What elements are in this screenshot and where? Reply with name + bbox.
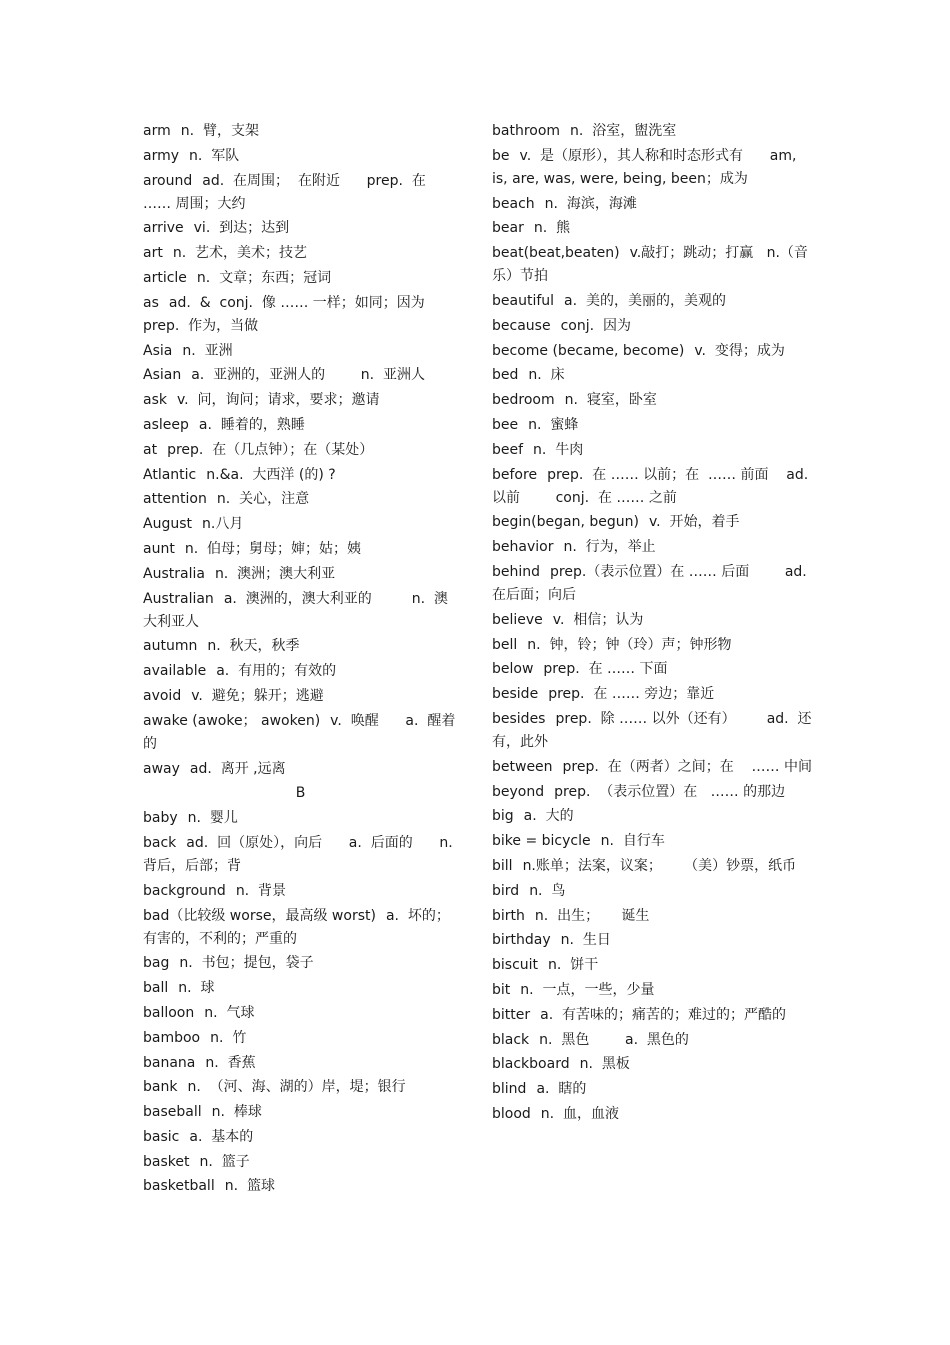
definition: a. 坏的；有害的，不利的；严重的 [143, 907, 450, 947]
word-entry [492, 830, 812, 853]
headword: background [143, 882, 226, 899]
headword: avoid [143, 687, 182, 704]
section-heading: B [295, 785, 306, 802]
headword: because [492, 317, 551, 334]
definition: n. 出生； 诞生 [534, 907, 650, 924]
headword: bird [492, 882, 520, 899]
definition: n. 浴室，盥洗室 [570, 123, 677, 139]
word-entry [143, 1151, 458, 1174]
headword: aunt [143, 540, 175, 557]
headword: bee [492, 416, 519, 433]
definition: n. 军队 [189, 147, 240, 164]
headword: behind [492, 563, 541, 580]
word-entry [143, 513, 458, 536]
word-entry [492, 954, 812, 977]
headword: blackboard [492, 1056, 570, 1073]
word-entry [492, 217, 812, 240]
headword: army [143, 147, 180, 164]
word-entry [143, 563, 458, 586]
headword: beautiful [492, 292, 555, 309]
headword: blood [492, 1105, 531, 1122]
definition: n.账单；法案，议案； （美）钞票，纸币 [522, 857, 797, 874]
definition: n. 文章；东西；冠词 [196, 269, 332, 286]
definition: n. 牛肉 [533, 441, 584, 458]
word-entry [492, 756, 812, 779]
definition: prep. 在（两者）之间；在 …… 中间 [562, 758, 812, 775]
headword: bit [492, 981, 511, 998]
headword: begin(began, begun) [492, 514, 639, 531]
definition: n. 钟，铃；钟（玲）声；钟形物 [527, 636, 732, 653]
headword: black [492, 1031, 530, 1048]
definition: n. 寝室，卧室 [564, 392, 657, 409]
definition: ad. 在周围； 在附近 prep. 在 …… 周围；大约 [143, 172, 431, 212]
word-entry [143, 635, 458, 658]
definition: prep. 在 …… 下面 [543, 661, 668, 678]
headword: bill [492, 857, 513, 874]
headword: bear [492, 220, 524, 237]
definition: n. 血，血液 [540, 1105, 620, 1122]
headword: Australia [143, 565, 205, 582]
definition: vi. 到达；达到 [193, 220, 290, 237]
word-entry [492, 511, 812, 534]
headword: away [143, 760, 180, 777]
definition: n. 一点，一些，少量 [520, 981, 655, 998]
word-entry [143, 905, 458, 951]
headword: ask [143, 392, 167, 409]
headword: beef [492, 441, 524, 458]
headword: besides [492, 710, 546, 727]
word-entry [143, 1101, 458, 1124]
word-entry [143, 952, 458, 975]
definition: n.&a. 大西洋 (的) ? [206, 466, 336, 483]
word-entry [143, 588, 458, 634]
word-entry [492, 120, 812, 143]
definition: v. 是（原形），其人称和时态形式有 am, is, are, was, were, being, been；成为 [492, 147, 801, 187]
headword: baby [143, 810, 178, 827]
definition: n. 行为，举止 [563, 539, 656, 556]
word-entry [492, 439, 812, 462]
headword: bedroom [492, 392, 555, 409]
headword: before [492, 466, 538, 483]
definition: n. 婴儿 [187, 810, 238, 827]
word-entry [492, 634, 812, 657]
headword: basic [143, 1128, 180, 1145]
word-entry [492, 364, 812, 387]
word-entry [143, 1027, 458, 1050]
headword: behavior [492, 539, 554, 556]
definition: n.八月 [202, 516, 244, 533]
word-entry [143, 414, 458, 437]
word-entry [143, 685, 458, 708]
word-entry [143, 340, 458, 363]
headword: believe [492, 611, 543, 628]
headword: article [143, 269, 187, 286]
word-entry [143, 880, 458, 903]
word-entry [492, 340, 812, 363]
definition: n. 熊 [533, 220, 571, 237]
word-entry [143, 1076, 458, 1099]
headword: autumn [143, 638, 198, 655]
headword: asleep [143, 416, 189, 433]
headword: August [143, 516, 192, 533]
headword: Australian [143, 590, 214, 607]
definition: ad. 回（原处），向后 a. 后面的 n. 背后，后部；背 [143, 834, 462, 874]
word-entry [492, 389, 812, 412]
word-entry [143, 145, 458, 168]
right-column [492, 120, 818, 1128]
definition: n. 亚洲 [182, 342, 233, 359]
word-entry [143, 807, 458, 830]
headword: beside [492, 686, 539, 703]
definition: n. 竹 [210, 1029, 247, 1046]
definition: n. 篮子 [199, 1153, 250, 1170]
definition: a. 有用的；有效的 [216, 663, 337, 680]
word-entry [492, 683, 812, 706]
definition: n. 关心，注意 [216, 491, 310, 508]
definition: n. 黑板 [579, 1056, 630, 1073]
headword: at [143, 441, 158, 458]
definition: n. 饼干 [548, 957, 599, 974]
word-entry [143, 488, 458, 511]
definition: prep.（表示位置）在 …… 后面 ad. 在后面；向后 [492, 563, 816, 603]
word-entry [492, 1078, 812, 1101]
word-entry [492, 1004, 812, 1027]
definition: n. 棒球 [211, 1104, 262, 1121]
definition: n. 篮球 [224, 1178, 275, 1195]
headword: baseball [143, 1104, 202, 1121]
definition: n. 床 [528, 367, 565, 384]
word-entry [143, 267, 458, 290]
word-entry [492, 464, 818, 510]
headword: beat(beat,beaten) [492, 245, 620, 262]
definition: v.敲打；跳动；打赢 n.（音乐）节拍 [492, 245, 808, 285]
headword: bathroom [492, 123, 561, 139]
headword: bed [492, 367, 519, 384]
word-entry [143, 1002, 458, 1025]
definition: n. 蜜蜂 [528, 416, 579, 433]
word-entry [492, 315, 812, 338]
definition: prep. 除 …… 以外（还有） ad. 还有，此外 [492, 710, 812, 750]
headword: awake (awoke； awoken) [143, 712, 321, 729]
word-entry [492, 242, 812, 288]
word-entry [143, 1052, 458, 1075]
definition: n. 书包；提包，袋子 [179, 955, 314, 972]
headword: ball [143, 980, 169, 997]
word-entry [492, 929, 812, 952]
definition: a. 有苦味的；痛苦的；难过的；严酷的 [540, 1006, 787, 1023]
headword: arrive [143, 220, 184, 237]
definition: n. 背景 [235, 882, 287, 899]
word-entry [143, 242, 458, 265]
headword: available [143, 663, 207, 680]
definition: a. 大的 [523, 808, 574, 825]
headword: bad（比较级 worse，最高级 worst) [143, 907, 376, 924]
headword: as [143, 294, 159, 311]
definition: v. 避免；躲开；逃避 [191, 687, 324, 704]
headword: basketball [143, 1178, 215, 1195]
word-entry [492, 193, 812, 216]
headword: below [492, 661, 534, 678]
word-entry [143, 170, 458, 216]
word-entry [492, 414, 812, 437]
headword: banana [143, 1054, 196, 1071]
definition: prep. 在（几点钟）；在（某处） [167, 441, 374, 458]
headword: between [492, 758, 553, 775]
definition: ad. 离开 ,远离 [189, 760, 286, 777]
definition: a. 睡着的，熟睡 [198, 416, 305, 433]
definition: n. 秋天，秋季 [207, 638, 300, 655]
headword: birth [492, 907, 525, 924]
word-entry [143, 464, 458, 487]
definition: n. 海滨，海滩 [544, 195, 637, 212]
headword: bitter [492, 1006, 531, 1023]
word-entry [492, 658, 812, 681]
word-entry [492, 290, 812, 313]
headword: biscuit [492, 957, 539, 974]
definition: v. 相信；认为 [552, 611, 644, 628]
word-entry [492, 805, 812, 828]
definition: n. 澳洲；澳大利亚 [214, 565, 336, 582]
definition: a. 澳洲的，澳大利亚的 n. 澳大利亚人 [143, 590, 449, 630]
headword: be [492, 147, 510, 164]
headword: back [143, 834, 177, 851]
headword: Asian [143, 367, 182, 384]
word-entry [143, 292, 458, 338]
definition: ad. & conj. 像 …… 一样；如同；因为 prep. 作为，当做 [143, 294, 430, 334]
word-entry [492, 145, 812, 191]
headword: birthday [492, 932, 551, 949]
definition: n. 臂，支架 [180, 123, 259, 139]
definition: n. 艺术，美术；技艺 [172, 245, 308, 262]
word-entry [492, 1029, 812, 1052]
headword: beyond [492, 783, 545, 800]
headword: blind [492, 1081, 527, 1098]
definition: prep. 在 …… 以前；在 …… 前面 ad. 以前 conj. 在 …… 之前 [492, 466, 818, 506]
headword: arm [143, 123, 171, 139]
definition: n. 伯母；舅母；婶；姑；姨 [184, 540, 362, 557]
headword: around [143, 172, 193, 189]
word-entry [492, 979, 812, 1002]
word-entry [143, 710, 458, 756]
headword: bell [492, 636, 518, 653]
definition: a. 亚洲的，亚洲人的 n. 亚洲人 [191, 367, 425, 384]
word-entry [492, 708, 812, 754]
word-entry [143, 1126, 458, 1149]
word-entry [492, 880, 812, 903]
definition: a. 基本的 [189, 1128, 254, 1145]
definition: n. 球 [178, 980, 215, 997]
definition: v. 问，询问；请求，要求；邀请 [176, 392, 380, 409]
definition: n. 自行车 [600, 833, 665, 850]
headword: Asia [143, 342, 173, 359]
word-entry [143, 977, 458, 1000]
definition: a. 瞎的 [536, 1081, 587, 1098]
definition: n. 生日 [560, 932, 611, 949]
definition: n. 黑色 a. 黑色的 [539, 1031, 689, 1048]
definition: v. 唤醒 a. 醒着的 [143, 712, 456, 752]
word-entry [492, 781, 812, 804]
word-entry [492, 561, 816, 607]
word-entry [143, 832, 462, 878]
headword: Atlantic [143, 466, 197, 483]
word-entry [143, 439, 458, 462]
definition: v. 开始，着手 [648, 514, 740, 531]
definition: n. 鸟 [529, 882, 566, 899]
word-entry [492, 855, 812, 878]
headword: beach [492, 195, 535, 212]
definition: prep. （表示位置）在 …… 的那边 [554, 783, 786, 800]
word-entry [143, 120, 458, 143]
headword: bike = bicycle [492, 833, 591, 850]
headword: art [143, 245, 163, 262]
definition: conj. 因为 [560, 317, 631, 334]
headword: bamboo [143, 1029, 201, 1046]
definition: n. （河、海、湖的）岸，堤；银行 [187, 1079, 406, 1096]
word-entry [143, 758, 458, 781]
word-entry [492, 905, 812, 928]
definition: prep. 在 …… 旁边；靠近 [548, 686, 715, 703]
left-column [143, 120, 462, 1200]
word-entry [143, 660, 458, 683]
headword: big [492, 808, 514, 825]
definition: n. 香蕉 [205, 1054, 256, 1071]
word-entry [143, 389, 458, 412]
headword: bank [143, 1079, 178, 1096]
word-entry [492, 609, 812, 632]
definition: a. 美的，美丽的，美观的 [564, 292, 726, 309]
headword: balloon [143, 1004, 195, 1021]
word-entry [143, 217, 458, 240]
word-entry [143, 364, 458, 387]
word-entry [492, 1103, 812, 1126]
headword: basket [143, 1153, 190, 1170]
headword: become (became, become) [492, 342, 685, 359]
word-entry [492, 1053, 812, 1076]
definition: n. 气球 [204, 1004, 255, 1021]
word-entry [492, 536, 812, 559]
word-entry [143, 538, 458, 561]
headword: attention [143, 491, 207, 508]
word-entry [143, 1175, 458, 1198]
headword: bag [143, 955, 170, 972]
definition: v. 变得；成为 [694, 342, 785, 359]
